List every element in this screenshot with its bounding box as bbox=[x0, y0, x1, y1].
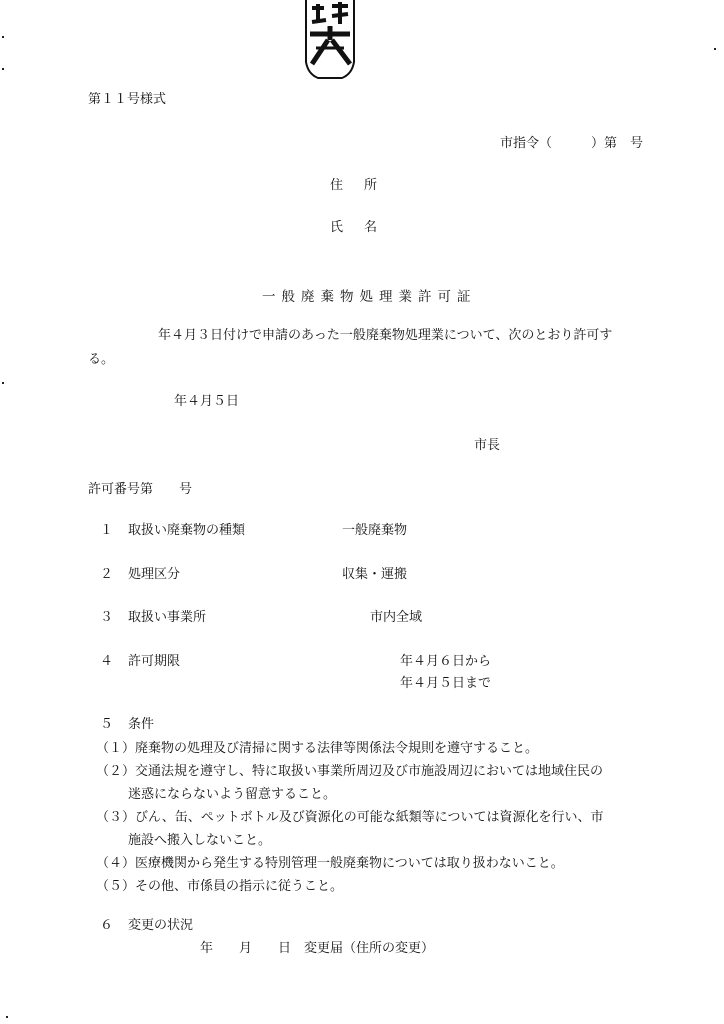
item-number: ４ bbox=[100, 654, 114, 669]
issuer: 市長 bbox=[474, 438, 501, 453]
condition-3-cont: 施設へ搬入しないこと。 bbox=[128, 833, 272, 848]
change-entry: 年 月 日 変更届（住所の変更） bbox=[200, 941, 435, 956]
intro-line-1: 年４月３日付けで申請のあった一般廃棄物処理業について、次のとおり許可す bbox=[158, 328, 613, 343]
conditions-header: 条件 bbox=[128, 717, 155, 732]
scan-mark bbox=[6, 1016, 8, 1018]
form-number: 第１１号様式 bbox=[88, 92, 167, 107]
scan-mark bbox=[714, 48, 716, 50]
conditions-number: ５ bbox=[100, 717, 114, 732]
scan-mark bbox=[2, 68, 4, 70]
item-label: 許可期限 bbox=[128, 654, 181, 669]
condition-5: （５）その他、市係員の指示に従うこと。 bbox=[96, 879, 344, 894]
name-label: 氏 名 bbox=[330, 220, 382, 235]
changes-number: ６ bbox=[100, 918, 114, 933]
item-value: 収集・運搬 bbox=[342, 567, 408, 582]
scan-mark bbox=[2, 382, 4, 384]
document-title: 一般廃棄物処理業許可証 bbox=[262, 289, 477, 305]
condition-2: （２）交通法規を遵守し、特に取扱い事業所周辺及び市施設周辺においては地域住民の bbox=[96, 764, 604, 779]
item-number: ２ bbox=[100, 567, 114, 582]
item-label: 取扱い廃棄物の種類 bbox=[128, 523, 246, 538]
item-value: 年４月６日から bbox=[400, 654, 492, 669]
order-number: 市指令（ ）第 号 bbox=[500, 136, 644, 151]
issue-date: 年４月５日 bbox=[174, 394, 240, 409]
condition-1: （１）廃棄物の処理及び清掃に関する法律等関係法令規則を遵守すること。 bbox=[96, 741, 539, 756]
item-label: 処理区分 bbox=[128, 567, 181, 582]
address-label: 住 所 bbox=[330, 178, 382, 193]
item-value: 市内全域 bbox=[370, 610, 423, 625]
official-seal-stamp bbox=[298, 0, 362, 80]
changes-header: 変更の状況 bbox=[128, 918, 194, 933]
condition-4: （４）医療機関から発生する特別管理一般廃棄物については取り扱わないこと。 bbox=[96, 856, 564, 871]
item-number: ３ bbox=[100, 610, 114, 625]
condition-2-cont: 迷惑にならないよう留意すること。 bbox=[128, 787, 337, 802]
intro-line-2: る。 bbox=[88, 352, 115, 367]
condition-3: （３）びん、缶、ペットボトル及び資源化の可能な紙類等については資源化を行い、市 bbox=[96, 810, 604, 825]
item-value: 一般廃棄物 bbox=[342, 523, 408, 538]
item-label: 取扱い事業所 bbox=[128, 610, 207, 625]
item-number: １ bbox=[100, 523, 114, 538]
scan-mark bbox=[2, 36, 4, 38]
permit-number: 許可番号第 号 bbox=[88, 482, 193, 497]
item-value-end: 年４月５日まで bbox=[400, 676, 492, 691]
